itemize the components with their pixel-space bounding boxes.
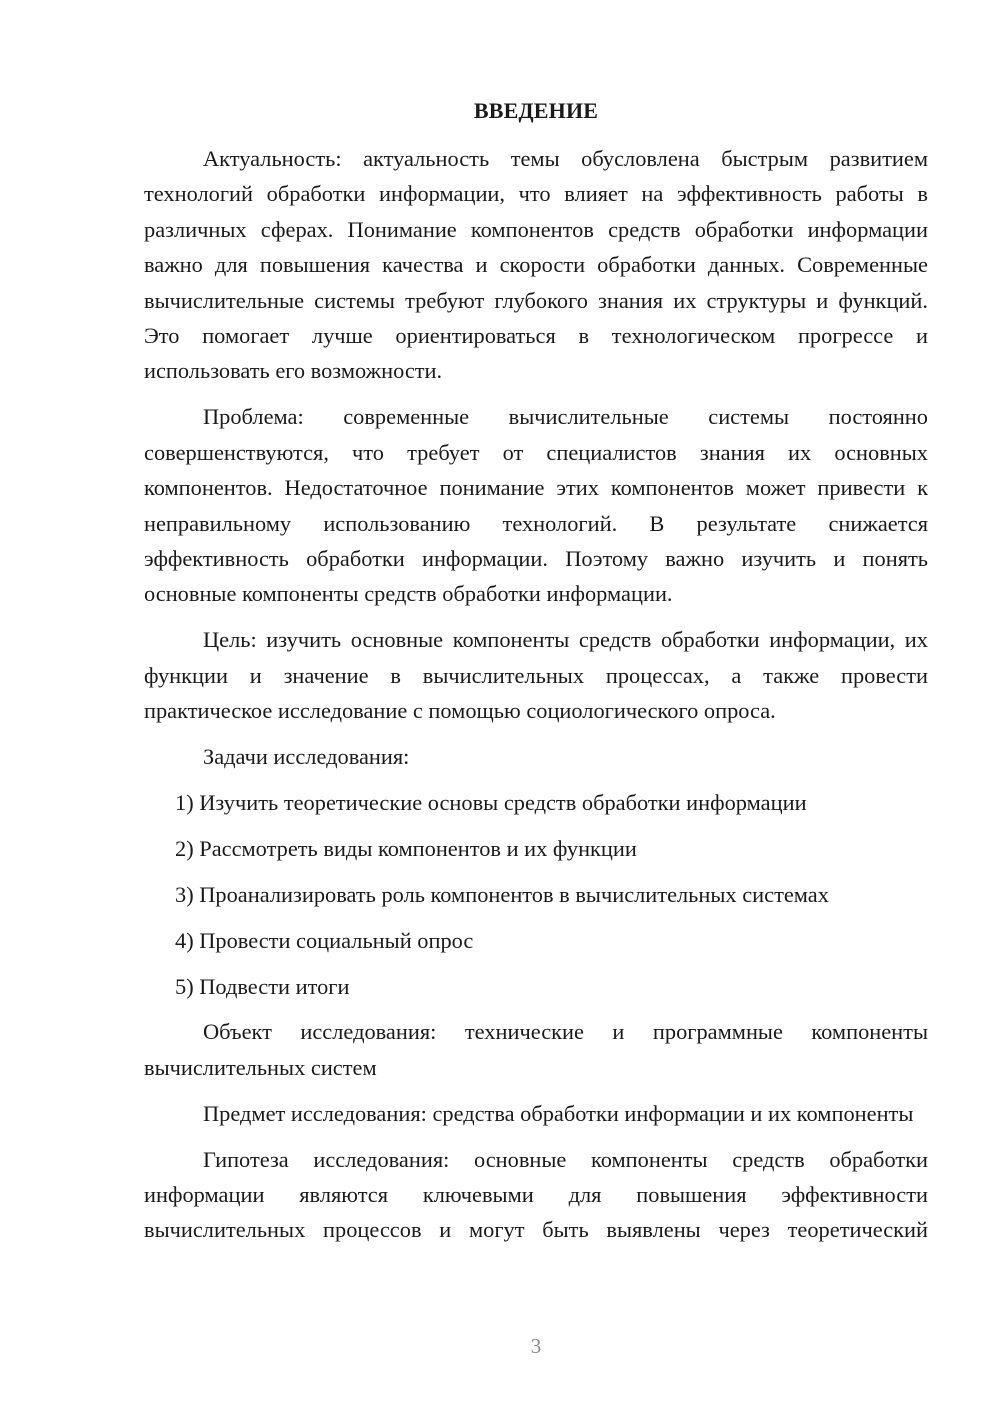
problem-paragraph: Проблема: современные вычислительные системы постоянно совершенствуются, что требует от специалистов знания их основных компонентов. Недостаточное понимание этих компонентов может привести к неправильному использованию технологий. В результате снижается эффективность обработки информации. Поэтому важно изучить и понять основные компоненты средств обработки информации. [144,404,928,607]
hypothesis-paragraph: Гипотеза исследования: основные компоненты средств обработки информации являются ключевыми для повышения эффективности вычислительных процессов и могут быть выявлены через теоретический [144,1146,928,1243]
object-paragraph: Объект исследования: технические и программные компоненты вычислительных систем [144,1019,928,1080]
list-item: 3) Проанализировать роль компонентов в вычислительных системах [175,881,829,907]
page-number: 3 [530,1334,542,1358]
list-item: 5) Подвести итоги [175,973,350,999]
list-item: 1) Изучить теоретические основы средств обработки информации [175,789,807,815]
page-heading: ВВЕДЕНИЕ [473,98,599,123]
relevance-paragraph: Актуальность: актуальность темы обусловлена быстрым развитием технологий обработки информации, что влияет на эффективность работы в различных сферах. Понимание компонентов средств обработки информации важно для повышения качества и скорости обработки данных. Современные вычислительные системы требуют глубокого знания их структуры и функций. Это помогает лучше ориентироваться в технологическом прогрессе и использовать его возможности. [144,146,928,384]
list-item: 4) Провести социальный опрос [175,927,474,953]
goal-paragraph: Цель: изучить основные компоненты средств обработки информации, их функции и значение в вычислительных процессах, а также провести практическое исследование с помощью социологического опроса. [144,627,928,724]
tasks-title: Задачи исследования: [203,744,410,769]
document-body [144,141,928,1258]
list-item: 2) Рассмотреть виды компонентов и их функции [175,835,637,861]
subject-paragraph: Предмет исследования: средства обработки информации и их компоненты [203,1100,914,1126]
tasks-list [144,785,928,1004]
